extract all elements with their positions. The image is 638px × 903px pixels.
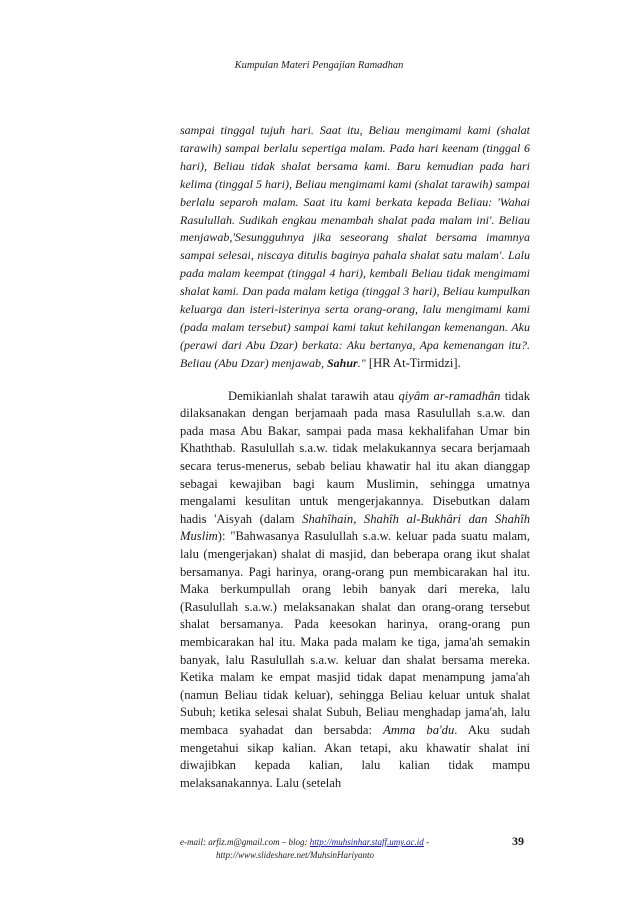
footer-line-2 (180, 849, 530, 862)
blog-link[interactable]: http://muhsinhar.staff.umy.ac.id (309, 837, 424, 847)
text-segment: . Aku sudah mengetahui sikap kalian. Akan tetapi, aku khawatir shalat ini diwajibkan kepada kalian, lalu kalian tidak mampu melaksanakannya. Lalu (setelah (180, 722, 530, 790)
footer-separator: - (423, 837, 430, 847)
hadith-end: ." (357, 355, 366, 370)
text-segment: ): "Bahwasanya Rasulullah s.a.w. keluar pada suatu malam, lalu (mengerjakan) shalat di masjid, dan beberapa orang ikut shalat bersamanya. Pagi harinya, orang-orang pun membicarakan hal itu. Maka berkumpullah orang lebih banyak dari mereka, lalu (Rasulullah s.a.w.) melaksanakan shalat dan orang-orang tersebut shalat bersamanya. Pada keesokan harinya, orang-orang pun membicarakan hal itu. Maka pada malam ke tiga, jama'ah semakin banyak, lalu Rasulullah s.a.w. keluar dan shalat bersama mereka. Ketika malam ke empat masjid tidak dapat menampung jama'ah (namun Beliau tidak keluar), sehingga Beliau keluar untuk shalat Subuh; ketika selesai shalat Subuh, Beliau menghadap jama'ah, lalu membaca syahadat dan bersabda: (180, 529, 530, 737)
text-segment: , (353, 511, 364, 526)
page-number: 39 (512, 834, 524, 848)
text-segment: tidak dilaksanakan dengan berjamaah pada masa Rasulullah s.a.w. dan pada masa Abu Bakar, sampai pada masa kekhalifahan Umar bin Khaththab. Rasulullah s.a.w. tidak melakukannya secara berjamaah secara terus-menerus, sebab beliau khawatir hal itu akan dianggap sebagai kewajiban bagi kaum Muslimin, sehingga umatnya mengalami kesulitan untuk mengerjakannya. Disebutkan dalam hadis 'Aisyah (dalam (180, 388, 530, 526)
footer-line-1 (180, 836, 530, 849)
main-content (180, 122, 530, 792)
footer-email: e-mail: arfiz.m@gmail.com – blog: (180, 837, 310, 847)
slideshare-link[interactable]: http://www.slideshare.net/MuhsinHariyanto (216, 850, 374, 860)
hadith-text: sampai tinggal tujuh hari. Saat itu, Beliau mengimami kami (shalat tarawih) sampai berlalu sepertiga malam. Pada hari keenam (tinggal 6 hari), Beliau tidak shalat bersama kami. Baru kemudian pada hari kelima (tinggal 5 hari), Beliau mengimami kami (shalat tarawih) sampai berlalu separoh malam. Saat itu kami berkata kepada Beliau: 'Wahai Rasulullah. Sudikah engkau menambah shalat pada malam ini'. Beliau menjawab,'Sesungguhnya jika seseorang shalat bersama imamnya sampai selesai, niscaya ditulis baginya pahala shalat satu malam'. Lalu pada malam keempat (tinggal 4 hari), kembali Beliau tidak mengimami shalat kami. Dan pada malam ketiga (tinggal 3 hari), Beliau kumpulkan keluarga dan isteri-isterinya serta orang-orang, lalu mengimami kami (pada malam tersebut) sampai kami takut kehilangan kemenangan. Aku (perawi dari Abu Dzar) berkata: Aku bertanya, Apa kemenangan itu?. Beliau (Abu Dzar) menjawab, (180, 123, 530, 370)
paragraph-hadith-quote (180, 122, 530, 373)
sahur-term: Sahur (326, 355, 358, 370)
term-shahihain: Shahîhain (302, 511, 354, 526)
term-qiyam: qiyâm ar-ramadhân (398, 388, 501, 403)
text-segment: Demikianlah shalat tarawih atau (228, 388, 399, 403)
page-footer (180, 836, 530, 862)
page-header: Kumpulan Materi Pengajian Ramadhan (234, 60, 404, 71)
paragraph-explanation (180, 388, 530, 793)
term-amma-badu: Amma ba'du (383, 722, 455, 737)
term-shahih-books: Shahîh al-Bukhâri dan Shahîh Muslim (180, 511, 530, 544)
hadith-citation: [HR At-Tirmidzi]. (365, 355, 461, 370)
